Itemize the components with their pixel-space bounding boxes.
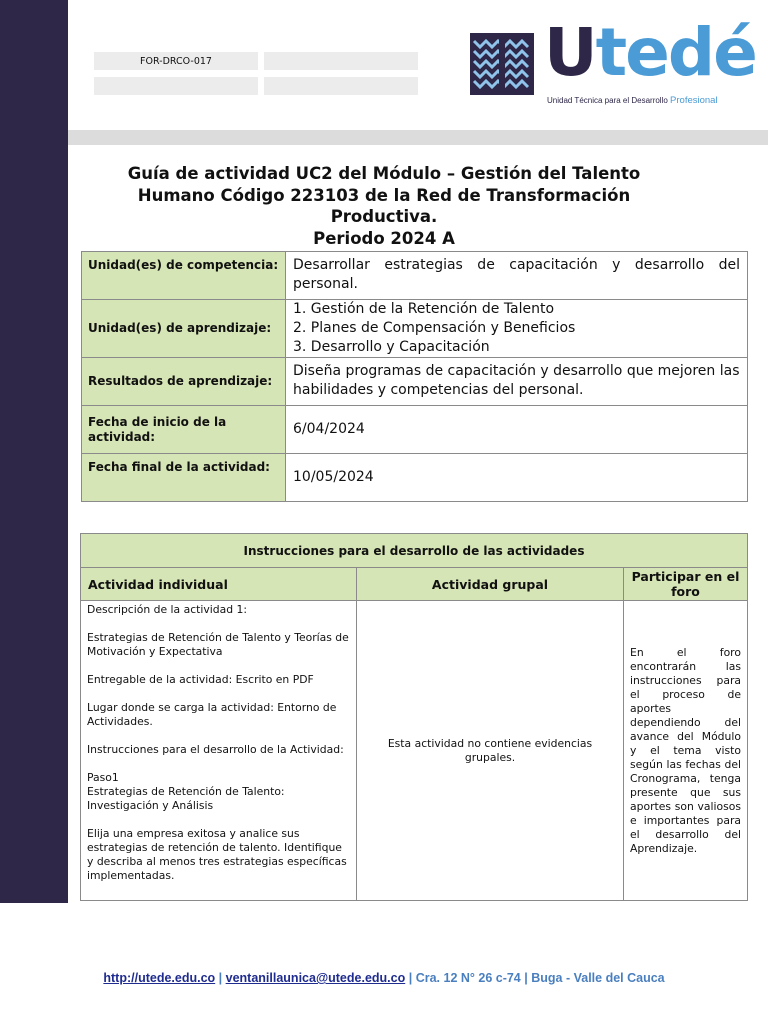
title-line: Productiva.: [330, 207, 438, 226]
utede-logo-icon: [470, 33, 534, 95]
resultados-value: Diseña programas de capacitación y desarrollo que mejoren las habilidades y competencias del personal.: [286, 358, 748, 406]
aprendizaje-list: [286, 300, 748, 358]
instructions-heading: Instrucciones para el desarrollo de las actividades: [81, 534, 748, 568]
title-line: Periodo 2024 A: [313, 228, 455, 248]
side-band: [0, 0, 68, 903]
col-foro-header: Participar en el foro: [624, 568, 748, 601]
inicio-label: Fecha de inicio de la actividad:: [82, 406, 286, 454]
individual-paragraph: Instrucciones para el desarrollo de la Actividad:: [87, 743, 344, 756]
individual-paragraph: Lugar donde se carga la actividad: Entorno de Actividades.: [87, 701, 337, 728]
aprendizaje-item: 3. Desarrollo y Capacitación: [293, 339, 490, 355]
final-label: Fecha final de la actividad:: [82, 454, 286, 502]
instructions-table: [80, 533, 748, 901]
form-field-box: [264, 52, 418, 70]
competencia-value: Desarrollar estrategias de capacitación y desarrollo del personal.: [286, 252, 748, 300]
individual-paragraph: Paso1 Estrategias de Retención de Talento: Investigación y Análisis: [87, 771, 285, 812]
aprendizaje-label: Unidad(es) de aprendizaje:: [82, 300, 286, 358]
final-value: 10/05/2024: [286, 454, 748, 502]
form-field-box: [264, 77, 418, 95]
individual-paragraph: Descripción de la actividad 1:: [87, 603, 248, 616]
document-title: [82, 163, 686, 249]
title-line: Humano Código 223103 de la Red de Transformación: [137, 185, 631, 205]
email-link[interactable]: ventanillaunica@utede.edu.co: [225, 971, 406, 985]
inicio-value: 6/04/2024: [286, 406, 748, 454]
activity-info-table: [81, 251, 748, 502]
col-grupal-header: Actividad grupal: [357, 568, 624, 601]
competencia-label: Unidad(es) de competencia:: [82, 252, 286, 300]
brand-tagline: Unidad Técnica para el Desarrollo Profesional: [547, 95, 718, 106]
address-text: Cra. 12 N° 26 c-74: [415, 971, 521, 985]
resultados-label: Resultados de aprendizaje:: [82, 358, 286, 406]
forum-cell: En el foro encontrarán las instrucciones para el proceso de aportes dependiendo del avance del Módulo y el tema visto según las fechas del Cronograma, tenga presente que sus aportes son valiosos e importantes para el desarrollo del Aprendizaje.: [624, 601, 748, 901]
form-field-box: [94, 77, 258, 95]
individual-paragraph: Entregable de la actividad: Escrito en PDF: [87, 673, 314, 686]
col-individual-header: Actividad individual: [81, 568, 357, 601]
website-link[interactable]: http://utede.edu.co: [103, 971, 216, 985]
title-line: Guía de actividad UC2 del Módulo – Gestión del Talento: [127, 164, 641, 183]
individual-activity-cell: [81, 601, 357, 901]
individual-paragraph: Estrategias de Retención de Talento y Teorías de Motivación y Expectativa: [87, 631, 349, 658]
brand-wordmark: Utedé: [544, 14, 756, 91]
group-activity-cell: Esta actividad no contiene evidencias grupales.: [357, 601, 624, 901]
aprendizaje-item: 2. Planes de Compensación y Beneficios: [293, 320, 576, 336]
page-footer: http://utede.edu.co | ventanillaunica@utede.edu.co | Cra. 12 N° 26 c-74 | Buga - Valle del Cauca: [103, 971, 665, 985]
city-text: Buga - Valle del Cauca: [531, 971, 665, 985]
form-code-box: FOR-DRCO-017: [94, 52, 258, 70]
individual-paragraph: Elija una empresa exitosa y analice sus estrategias de retención de talento. Identifique y describa al menos tres estrategias específicas implementadas.: [87, 827, 347, 882]
aprendizaje-item: 1. Gestión de la Retención de Talento: [293, 301, 555, 317]
